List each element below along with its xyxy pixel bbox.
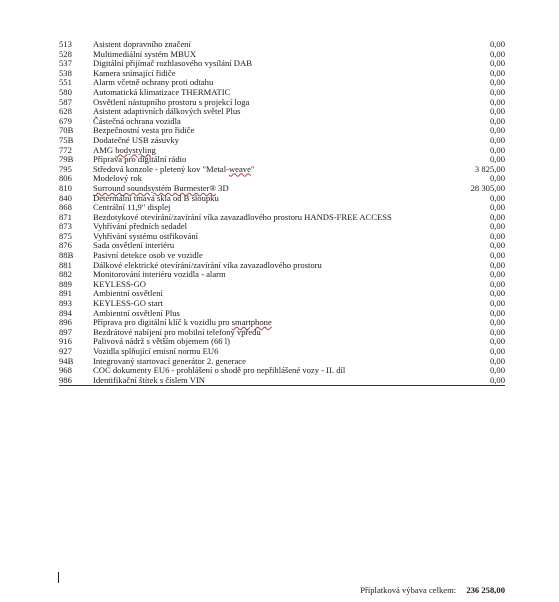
item-description: Příprava pro digitální klíč k vozidlu pro smartphone	[93, 317, 272, 328]
item-description: Kamera snímající řidiče	[93, 67, 176, 78]
item-description: Příprava pro digitální rádio	[93, 154, 187, 165]
item-price: 0,00	[489, 250, 505, 261]
item-price: 0,00	[489, 115, 505, 126]
item-price: 0,00	[489, 106, 505, 117]
item-price: 0,00	[489, 288, 505, 299]
item-price: 0,00	[489, 211, 505, 222]
item-price: 0,00	[489, 240, 505, 251]
item-description: Multimediální systém MBUX	[93, 48, 197, 59]
item-price: 0,00	[489, 144, 505, 155]
item-price: 0,00	[429, 376, 505, 386]
total-label: Příplatková výbava celkem:	[360, 585, 457, 595]
item-code: 881	[59, 259, 72, 270]
total-value: 236 258,00	[466, 585, 505, 595]
spellcheck-underline: weave	[228, 163, 251, 174]
item-code: 537	[59, 58, 72, 69]
item-code: 94B	[59, 355, 74, 366]
item-code: 806	[59, 173, 72, 184]
item-code: 551	[59, 77, 72, 88]
item-price: 0,00	[489, 67, 505, 78]
item-description: Dodatečné USB zásuvky	[93, 134, 179, 145]
item-price: 0,00	[489, 269, 505, 280]
item-price: 0,00	[489, 202, 505, 213]
item-code: 795	[59, 163, 72, 174]
item-description: Bezdrátové nabíjení pro mobilní telefony vpředu	[93, 326, 261, 337]
item-price: 0,00	[489, 317, 505, 328]
item-description: Vyhřívání systému ostřikování	[93, 230, 199, 241]
item-description: Částečná ochrana vozidla	[93, 115, 181, 126]
item-description: Alarm včetně ochrany proti odtahu	[93, 77, 214, 88]
table-row	[59, 376, 505, 386]
item-code: 810	[59, 182, 72, 193]
item-price: 0,00	[489, 259, 505, 270]
equipment-table	[59, 40, 505, 386]
item-code: 868	[59, 202, 72, 213]
item-code: 528	[59, 48, 72, 59]
item-price: 0,00	[489, 58, 505, 69]
item-price: 3 825,00	[474, 163, 505, 174]
item-code: 88B	[59, 250, 74, 261]
item-description: Sada osvětlení interiéru	[93, 240, 175, 251]
item-description: Pasivní detekce osob ve vozidle	[93, 250, 203, 261]
item-description: Asistent dopravního značení	[93, 39, 191, 49]
item-price: 0,00	[489, 96, 505, 107]
item-description: KEYLESS-GO start	[93, 298, 163, 309]
item-code: 875	[59, 230, 72, 241]
item-price: 0,00	[489, 77, 505, 88]
item-description: Centrální 11,9" displej	[93, 202, 171, 213]
item-code: 772	[59, 144, 72, 155]
item-price: 0,00	[489, 336, 505, 347]
item-price: 0,00	[489, 298, 505, 309]
item-price: 0,00	[489, 355, 505, 366]
item-code: 889	[59, 278, 72, 289]
spellcheck-underline: Surround soundsystém Burmester®	[93, 182, 217, 193]
item-code: 916	[59, 336, 72, 347]
item-code: 876	[59, 240, 72, 251]
item-price: 0,00	[489, 346, 505, 356]
item-price: 0,00	[489, 221, 505, 232]
item-code: 896	[59, 317, 72, 328]
item-price: 0,00	[489, 39, 505, 49]
item-description: Integrovaný startovací generátor 2. generace	[93, 355, 246, 366]
item-code: 986	[59, 376, 93, 386]
item-code: 927	[59, 346, 72, 356]
equipment-table-body	[59, 40, 505, 386]
item-code: 893	[59, 298, 72, 309]
item-description: Bezpečnostní vesta pro řidiče	[93, 125, 195, 136]
item-price: 0,00	[489, 154, 505, 165]
item-price: 28 305,00	[470, 182, 505, 193]
item-description: Identifikační štítek s číslem VIN	[93, 376, 429, 386]
spellcheck-underline: smartphone	[231, 317, 272, 328]
item-code: 891	[59, 288, 72, 299]
item-price: 0,00	[489, 134, 505, 145]
item-price: 0,00	[489, 125, 505, 136]
item-code: 75B	[59, 134, 74, 145]
item-description: Dálkové elektrické otevírání/zavírání víka zavazadlového prostoru	[93, 259, 322, 270]
item-price: 0,00	[489, 365, 505, 376]
item-description: COC dokumenty EU6 - prohlášení o shodě pro nepřihlášené vozy - II. díl	[93, 365, 346, 376]
item-description: Osvětlení nástupního prostoru s projekcí loga	[93, 96, 250, 107]
item-code: 873	[59, 221, 72, 232]
item-description: Automatická klimatizace THERMATIC	[93, 86, 231, 97]
item-code: 79B	[59, 154, 74, 165]
item-code: 897	[59, 326, 72, 337]
item-code: 513	[59, 39, 72, 49]
item-description: Asistent adaptivních dálkových světel Plus	[93, 106, 241, 117]
item-code: 679	[59, 115, 72, 126]
item-description: Determální tmavá skla od B sloupku	[93, 192, 219, 203]
item-description: Středová konzole - pletený kov "Metal-weave"	[93, 163, 255, 174]
item-price: 0,00	[489, 86, 505, 97]
item-description: Monitorování interiéru vozidla - alarm	[93, 269, 226, 280]
item-code: 968	[59, 365, 72, 376]
item-code: 587	[59, 96, 72, 107]
item-description: KEYLESS-GO	[93, 278, 146, 289]
item-code: 894	[59, 307, 72, 318]
item-description: Vozidla splňující emisní normu EU6	[93, 346, 219, 356]
item-price: 0,00	[489, 230, 505, 241]
item-code: 840	[59, 192, 72, 203]
item-price: 0,00	[489, 278, 505, 289]
spellcheck-underline: bodystyling	[115, 144, 156, 155]
item-price: 0,00	[489, 326, 505, 337]
item-code: 70B	[59, 125, 74, 136]
item-description: Ambientní osvětlení Plus	[93, 307, 180, 318]
item-code: 538	[59, 67, 72, 78]
item-description: Ambientní osvětlení	[93, 288, 163, 299]
item-description: Vyhřívání předních sedadel	[93, 221, 188, 232]
item-description: Palivová nádrž s větším objemem (66 l)	[93, 336, 230, 347]
item-price: 0,00	[489, 173, 505, 184]
item-code: 882	[59, 269, 72, 280]
item-code: 580	[59, 86, 72, 97]
item-code: 628	[59, 106, 72, 117]
item-price: 0,00	[489, 48, 505, 59]
item-description: Bezdotykové otevírání/zavírání víka zavazadlového prostoru HANDS-FREE ACCESS	[93, 211, 392, 222]
item-description: Modelový rok	[93, 173, 142, 184]
item-description: Surround soundsystém Burmester® 3D	[93, 182, 229, 193]
item-description: Digitální přijímač rozhlasového vysílání DAB	[93, 58, 252, 69]
text-cursor	[58, 572, 59, 583]
item-price: 0,00	[489, 192, 505, 203]
item-price: 0,00	[489, 307, 505, 318]
item-code: 871	[59, 211, 72, 222]
total-row	[59, 585, 505, 595]
item-description: AMG bodystyling	[93, 144, 156, 155]
